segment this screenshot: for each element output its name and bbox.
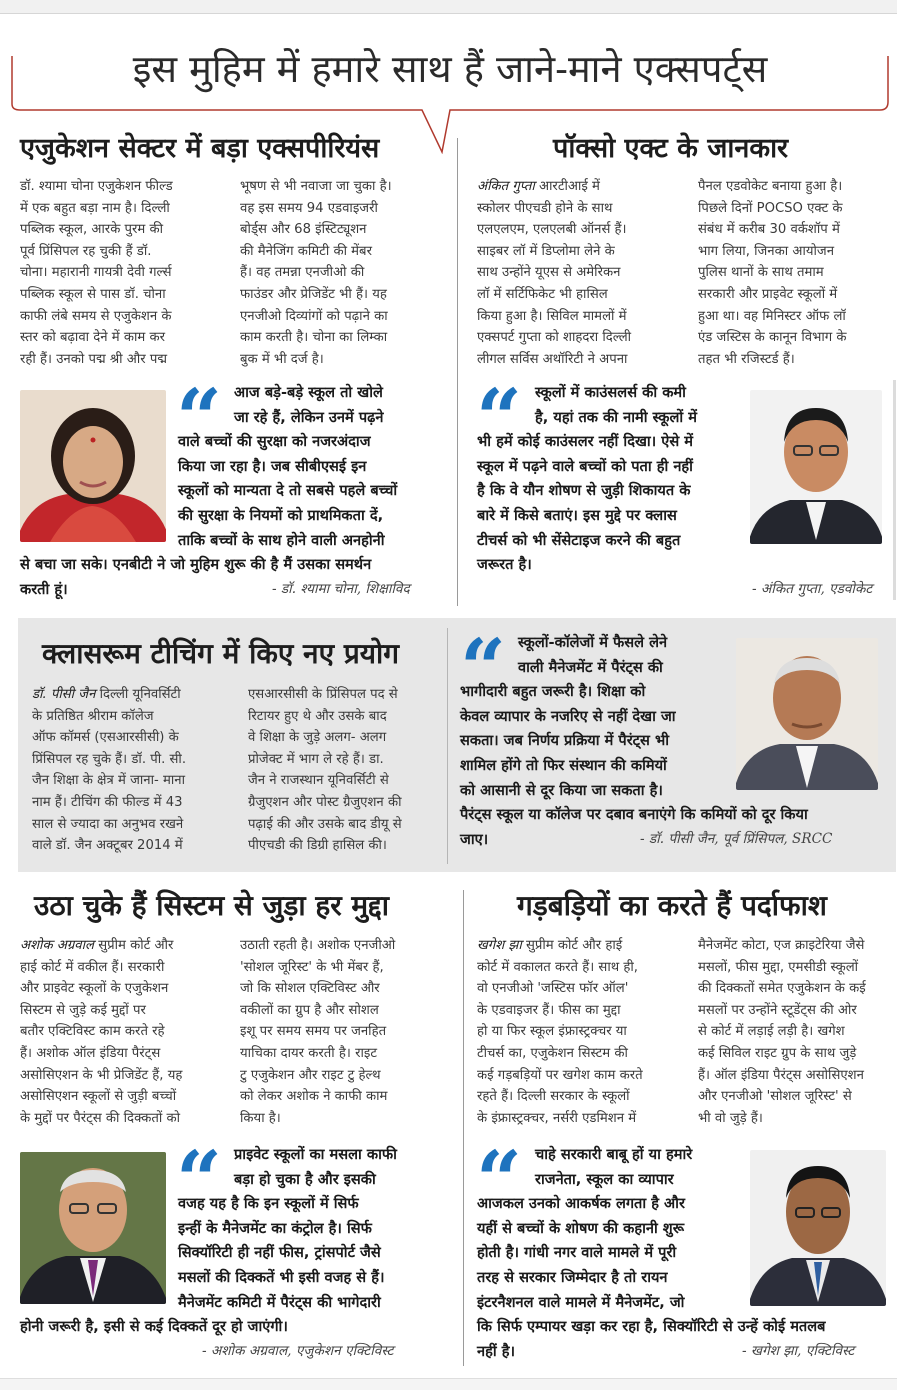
s5-quote: चाहे सरकारी बाबू हों या हमारे राजनेता, स्कूल का व्यापार आजकल उनको आकर्षक लगता है और यहीं से बच्चों के शोषण की कहानी शुरू होती है। गांधी नगर वाले मामले में पूरी तरह से सरकार जिम्मेदार है तो रायन इंटरनैशनल वाले मामले में मैनेजमेंट, जो कि सिर्फ एम्पायर खड़ा कर रहा है, सिक्यॉरिटी से उन्हें कोई मतलब नहीं है। [477, 1146, 826, 1360]
section-title-classroom: क्लासरूम टीचिंग में किए नए प्रयोग [42, 637, 400, 670]
right-edge-rule [893, 380, 896, 600]
s5-name: खगेश झा [477, 938, 522, 953]
s4-attribution: - अशोक अग्रवाल, एजुकेशन एक्टिविस्ट [202, 1343, 394, 1359]
section-title-scams: गड़बड़ियों का करते हैं पर्दाफाश [517, 889, 827, 922]
quote-mark-icon: “ [476, 371, 523, 465]
section-title-system: उठा चुके हैं सिस्टम से जुड़ा हर मुद्दा [34, 889, 389, 922]
panel-divider [447, 628, 448, 864]
quote-mark-icon: “ [476, 1133, 523, 1227]
section-title-education: एजुकेशन सेक्टर में बड़ा एक्सपीरियंस [20, 133, 380, 164]
s4-name: अशोक अग्रवाल [20, 938, 94, 953]
s1-column-1: डॉ. श्यामा चोना एजुकेशन फील्ड में एक बहुत बड़ा नाम है। दिल्ली पब्लिक स्कूल, आरके पुरम की पूर्व प्रिंसिपल रह चुकी हैं डॉ. चोना। महारानी गायत्री देवी गर्ल्स पब्लिक स्कूल से पास डॉ. चोना काफी लंबे समय से एजुकेशन के स्तर को बढ़ावा देने में काम कर रही हैं। उनको पद्म श्री और पद्म [20, 179, 173, 367]
s3-name: डॉ. पीसी जैन [32, 687, 96, 702]
s4-quote: प्राइवेट स्कूलों का मसला काफी बड़ा हो चुका है और इसकी वजह यह है कि इन स्कूलों में सिर्फ इन्हीं के मैनेजमेंट का कंट्रोल है। सिर्फ सिक्यॉरिटी ही नहीं फीस, ट्रांसपोर्ट जैसे मसलों की दिक्कतें भी इसी वजह से हैं। मैनेजमेंट कमिटी में पैरंट्स की भागेदारी होनी जरूरी है, इसी से कई दिक्कतें दूर हो जाएंगी। [20, 1146, 397, 1336]
s3-attribution: - डॉ. पीसी जैन, पूर्व प्रिंसिपल, SRCC [640, 831, 833, 847]
s1-attribution: - डॉ. श्यामा चोना, शिक्षाविद [272, 581, 410, 597]
s3-column-1: डॉ. पीसी जैन दिल्ली यूनिवर्सिटी के प्रतिष्ठित श्रीराम कॉलेज ऑफ कॉमर्स (एसआरसीसी) के प्रिंसिपल रह चुके हैं। डॉ. पी. सी. जैन शिक्षा के क्षेत्र में जाना- माना नाम हैं। टीचिंग की फील्ड में 43 साल से ज्यादा का अनुभव रखने वाले डॉ. जैन अक्टूबर 2014 में [32, 687, 187, 854]
s1-column-2: भूषण से भी नवाजा जा चुका है। वह इस समय 94 एडवाइजरी बोर्ड्स और 68 इंस्टिट्यूशन की मैनेजिंग कमिटी की मेंबर हैं। वह तमन्ना एनजीओ की फाउंडर और प्रेजिडेंट भी हैं। यह एनजीओ दिव्यांगों को पढ़ाने का काम करती है। चोना का लिम्का बुक में भी दर्ज है। [240, 179, 392, 367]
column-divider [463, 890, 464, 1366]
bottom-strip [0, 1378, 897, 1390]
top-strip [0, 0, 897, 14]
s3-quote: स्कूलों-कॉलेजों में फैसले लेने वाली मैनेजमेंट में पैरंट्स की भागीदारी बहुत जरूरी है। शिक्षा को केवल व्यापार के नजरिए से नहीं देखा जा सकता। जब निर्णय प्रक्रिया में पैरंट्स भी शामिल होंगे तो फिर संस्थान की कमियों को आसानी से दूर किया जा सकता है। पैरंट्स स्कूल या कॉलेज पर दबाव बनाएंगे कि कमियों को दूर किया जाए। [460, 634, 808, 848]
photo-ankit-gupta [750, 390, 882, 544]
s2-attribution: - अंकित गुप्ता, एडवोकेट [752, 581, 873, 597]
photo-khagesh-jha [750, 1150, 886, 1306]
quote-mark-icon: “ [176, 371, 223, 465]
banner-title: इस मुहिम में हमारे साथ हैं जाने-माने एक्सपर्ट्स [132, 47, 768, 91]
portrait-man-icon [750, 1150, 886, 1306]
s2-column-2: पैनल एडवोकेट बनाया हुआ है। पिछले दिनों POCSO एक्ट के संबंध में करीब 30 वर्कशॉप में भाग लिया, जिनका आयोजन पुलिस थानों के साथ तमाम सरकारी और प्राइवेट स्कूलों में हुआ था। वह मिनिस्टर ऑफ लॉ एंड जस्टिस के कानून विभाग के तहत भी रजिस्टर्ड हैं। [698, 179, 847, 367]
portrait-man-icon [736, 638, 878, 790]
s4-column-1: अशोक अग्रवाल सुप्रीम कोर्ट और हाई कोर्ट में वकील हैं। सरकारी और प्राइवेट स्कूलों के एजुकेशन सिस्टम से जुड़े कई मुद्दों पर बतौर एक्टिविस्ट काम करते रहे हैं। अशोक ऑल इंडिया पैरंट्स असोसिएशन के भी प्रेजिडेंट हैं, यह असोसिएशन स्कूलों से जुड़ी बच्चों के मुद्दों पर पैरंट्स की दिक्कतों को [20, 938, 183, 1126]
quote-mark-icon: “ [176, 1133, 223, 1227]
s4-column-2: उठाती रहती है। अशोक एनजीओ 'सोशल जूरिस्ट' के भी मेंबर हैं, जो कि सोशल एक्टिविस्ट और वकीलों का ग्रुप है और सोशल इशू पर समय समय पर जनहित याचिका दायर करती है। राइट टु एजुकेशन और राइट टु हेल्थ को लेकर अशोक ने काफी काम किया है। [240, 938, 396, 1126]
quote-mark-icon: “ [460, 621, 507, 715]
banner [10, 36, 890, 112]
s2-name: अंकित गुप्ता [477, 179, 535, 194]
s5-column-2: मैनेजमेंट कोटा, एज क्राइटेरिया जैसे मसलों, फीस मुद्दा, एमसीडी स्कूलों की दिक्कतों समेत एजुकेशन के कई मसलों पर उन्होंने स्टूडेंट्स की ओर से कोर्ट में लड़ाई लड़ी है। खगेश कई सिविल राइट ग्रुप के साथ जुड़े हैं। ऑल इंडिया पैरंट्स असोसिएशन और एनजीओ 'सोशल जूरिस्ट' से भी वो जुड़े हैं। [698, 938, 866, 1126]
portrait-man-icon [750, 390, 882, 544]
s3-column-2: एसआरसीसी के प्रिंसिपल पद से रिटायर हुए थे और उसके बाद वे शिक्षा के जुड़े अलग- अलग प्रोजेक्ट में भाग ले रहे हैं। डा. जैन ने राजस्थान यूनिवर्सिटी से ग्रैजुएशन और पोस्ट ग्रैजुएशन की पढ़ाई की और उसके बाद डीयू से पीएचडी की डिग्री हासिल की। [248, 687, 402, 854]
s5-attribution: - खगेश झा, एक्टिविस्ट [742, 1343, 855, 1359]
column-divider [457, 138, 458, 606]
s2-column-1: अंकित गुप्ता आरटीआई में स्कोलर पीएचडी होने के साथ एलएलएम, एलएलबी ऑनर्स हैं। साइबर लॉ में डिप्लोमा लेने के साथ उन्होंने यूएस से अमेरिकन लॉ में सर्टिफिकेट भी हासिल किया हुआ है। सिविल मामलों में एक्सपर्ट गुप्ता को शाहदरा दिल्ली लीगल सर्विस अथॉरिटी ने अपना [477, 179, 632, 367]
s1-quote: आज बड़े-बड़े स्कूल तो खोले जा रहे हैं, लेकिन उनमें पढ़ने वाले बच्चों की सुरक्षा को नजरअंदाज किया जा रहा है। जब सीबीएसई इन स्कूलों को मान्यता दे तो सबसे पहले बच्चों की सुरक्षा के नियमों को प्राथमिकता दें, ताकि बच्चों के साथ होने वाली अनहोनी से बचा जा सके। एनबीटी ने जो मुहिम शुरू की है मैं उसका समर्थन करती हूं। [20, 384, 398, 598]
section-title-pocso: पॉक्सो एक्ट के जानकार [553, 133, 789, 164]
photo-pc-jain [736, 638, 878, 790]
s5-column-1: खगेश झा सुप्रीम कोर्ट और हाई कोर्ट में वकालत करते हैं। साथ ही, वो एनजीओ 'जस्टिस फॉर ऑल' के एडवाइजर हैं। फीस का मुद्दा हो या फिर स्कूल इंफ्रास्ट्रक्चर या टीचर्स का, एजुकेशन सिस्टम की कई गड़बड़ियों पर खगेश काम करते रहते हैं। दिल्ली सरकार के स्कूलों के इंफ्रास्ट्रक्चर, नर्सरी एडमिशन में [477, 938, 643, 1126]
s2-quote: स्कूलों में काउंसलर्स की कमी है, यहां तक की नामी स्कूलों में भी हमें कोई काउंसलर नहीं दिखा। ऐसे में स्कूल में पढ़ने वाले बच्चों को पता ही नहीं है कि वे यौन शोषण से जुड़ी शिकायत के बारे में किसे बताएं। इस मुद्दे पर क्लास टीचर्स को भी सेंसेटाइज करने की बहुत जरूरत है। [477, 384, 697, 574]
